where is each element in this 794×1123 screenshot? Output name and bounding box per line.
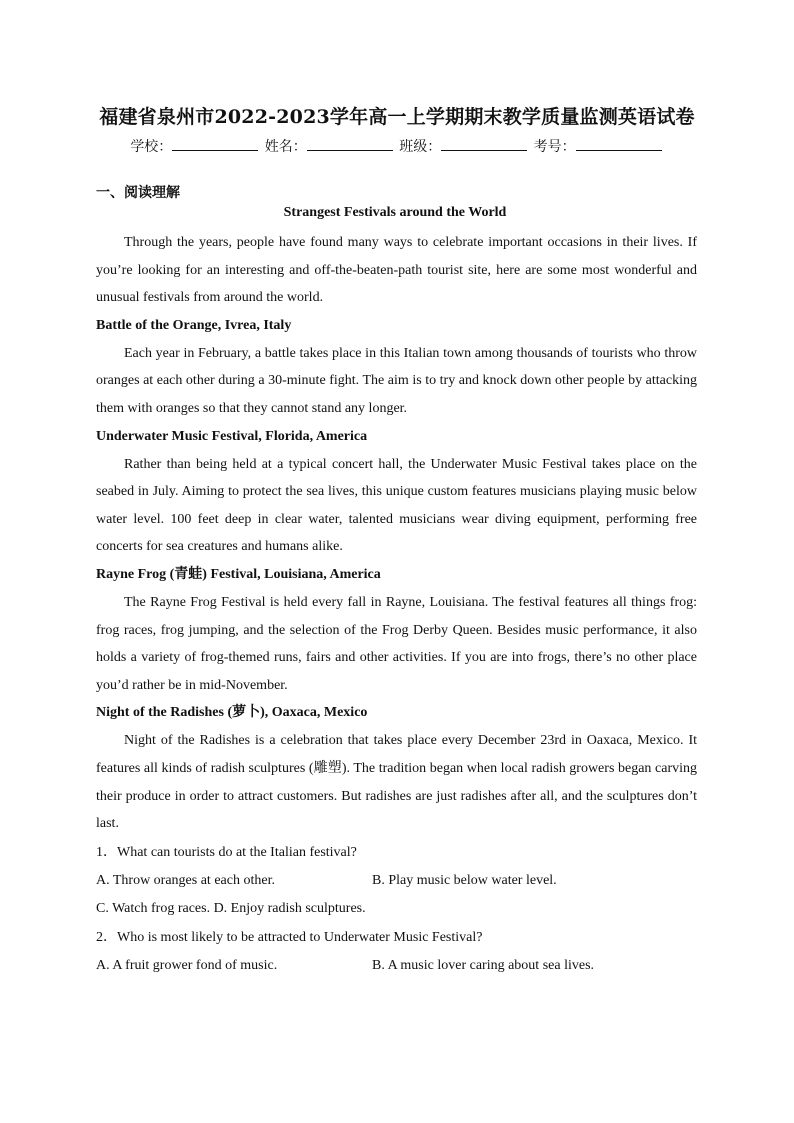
option-c-d[interactable]: C. Watch frog races. D. Enjoy radish sculptures. <box>96 900 366 916</box>
school-label: 学校： <box>130 139 173 155</box>
class-label: 班级： <box>399 139 442 155</box>
passage-title: Strangest Festivals around the World <box>283 205 507 220</box>
festival-heading: Night of the Radishes (萝卜), Oaxaca, Mexico <box>96 705 368 721</box>
festival-heading: Underwater Music Festival, Florida, America <box>96 428 368 444</box>
intro-paragraph: Through the years, people have found many ways to celebrate important occasions in their lives. If you’re looking for an interesting and off-the-beaten-path tourist site, here are some most wonderful and unusual festivals from around the world. <box>96 235 697 306</box>
name-label: 姓名： <box>264 139 307 155</box>
festival-paragraph: Night of the Radishes is a celebration that takes place every December 23rd in Oaxaca, Mexico. It features all kinds of radish sculptures (雕塑). The tradition began when local radish growers began carving their produce in order to attract customers. But radishes are just radishes after all, and the sculptures don’t last. <box>96 733 697 832</box>
page-title: 福建省泉州市2022-2023学年高一上学期期末教学质量监测英语试卷 <box>99 106 695 128</box>
festival-heading: Rayne Frog (青蛙) Festival, Louisiana, America <box>96 566 381 582</box>
question-stem: 2．Who is most likely to be attracted to Underwater Music Festival? <box>96 929 483 945</box>
class-blank[interactable] <box>441 136 527 151</box>
festival-heading: Battle of the Orange, Ivrea, Italy <box>96 317 292 333</box>
options-row <box>96 895 697 923</box>
option-a[interactable]: A. Throw oranges at each other. <box>96 872 275 888</box>
options-row <box>96 952 697 980</box>
exam-number-blank[interactable] <box>576 136 662 151</box>
options-row <box>96 867 697 895</box>
name-blank[interactable] <box>307 136 393 151</box>
passage-body <box>96 229 697 980</box>
student-info-line <box>0 136 794 156</box>
option-a[interactable]: A. A fruit grower fond of music. <box>96 957 278 973</box>
option-b[interactable]: B. A music lover caring about sea lives. <box>372 957 595 973</box>
festival-paragraph: The Rayne Frog Festival is held every fall in Rayne, Louisiana. The festival features all things frog: frog races, frog jumping, and the selection of the Frog Derby Queen. Besides music performance, it also holds a variety of frog-themed runs, fairs and other activities. If you are into frogs, there’s no other place you’d rather be in mid-November. <box>96 594 697 693</box>
festival-paragraph: Each year in February, a battle takes place in this Italian town among thousands of tourists who throw oranges at each other during a 30-minute fight. The aim is to try and knock down other people by attacking them with oranges so that they cannot stand any longer. <box>96 345 697 416</box>
school-blank[interactable] <box>172 136 258 151</box>
section-heading: 一、阅读理解 <box>96 185 180 201</box>
festival-paragraph: Rather than being held at a typical concert hall, the Underwater Music Festival takes place on the seabed in July. Aiming to protect the sea lives, this unique custom features musicians playing music below water level. 100 feet deep in clear water, talented musicians wear diving equipment, performing free concerts for sea creatures and humans alike. <box>96 456 697 555</box>
question-stem: 1．What can tourists do at the Italian festival? <box>96 844 357 860</box>
exam-number-label: 考号： <box>533 139 576 155</box>
option-b[interactable]: B. Play music below water level. <box>372 872 557 888</box>
